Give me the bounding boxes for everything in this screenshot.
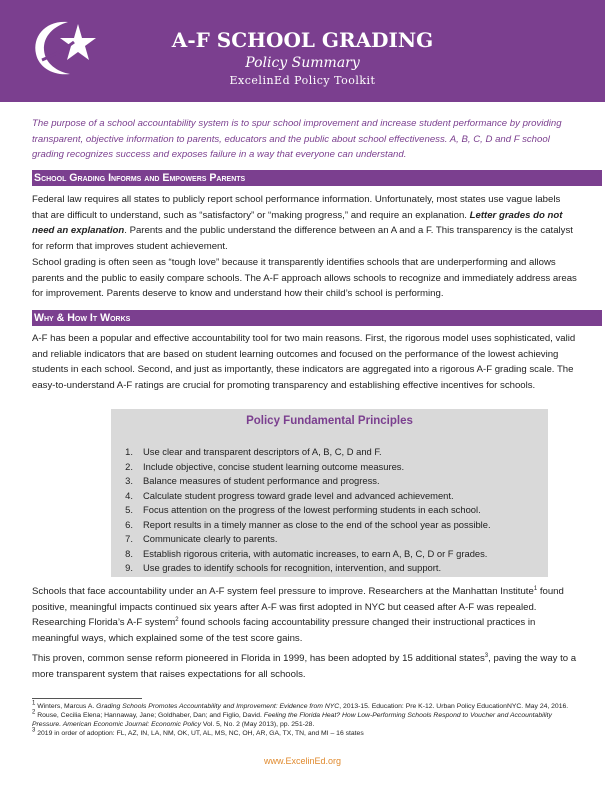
principle-text: Include objective, concise student learning outcome measures. <box>143 460 405 472</box>
footnote-3-text: 2019 in order of adoption: FL, AZ, IN, LA, NM, OK, UT, AL, MS, NC, OH, AR, GA, TX, TN, and MI – 16 states <box>35 730 364 738</box>
principle-text: Balance measures of student performance and progress. <box>143 475 380 486</box>
principle-text: Focus attention on the progress of the lowest performing students in each school. <box>143 504 481 515</box>
informs-paragraph-1 <box>32 192 577 254</box>
principle-number: 8. <box>125 547 133 559</box>
principle-text: Report results in a timely manner as close to the end of the school year as possible. <box>143 518 491 530</box>
page-subtitle: Policy Summary <box>245 55 360 71</box>
principle-text: Use clear and transparent descriptors of A, B, C, D and F. <box>143 446 382 457</box>
closing-p2-text-a: This proven, common sense reform pioneered in Florida in 1999, has been adopted by 15 additional states <box>32 653 485 664</box>
principle-number: 6. <box>125 518 133 530</box>
closing-p1-text-b: found positive, meaningful impacts continued six years after A-F was first adopted in NYC but ceased after A-F was repealed. Researching Florida’s A-F system <box>32 586 564 628</box>
informs-p1-text-b: . Parents and the public understand the difference between an A and a F. This transparency is the catalyst for reform that improves student achievement. <box>32 225 573 252</box>
principle-text: Calculate student progress toward grade level and advanced achievement. <box>143 489 454 501</box>
principle-number: 5. <box>125 504 133 515</box>
closing-p2-text-b: , paving the way to a more transparent system that raises expectations for all schools. <box>32 653 577 680</box>
principle-item <box>119 532 539 547</box>
footnote-ref-2: 2 <box>175 616 179 623</box>
footnote-1-number: 1 <box>32 700 36 707</box>
principles-list <box>119 445 539 576</box>
section-heading-why: Why & How It Works <box>32 310 602 326</box>
footnote-divider <box>32 698 142 699</box>
closing-p1-text-a: Schools that face accountability under an A-F system feel pressure to improve. Researchers at the Manhattan Institute <box>32 586 534 597</box>
principle-number: 9. <box>125 562 133 573</box>
principle-number: 4. <box>125 489 133 501</box>
principle-number: 3. <box>125 475 133 486</box>
principles-title: Policy Fundamental Principles <box>246 415 413 427</box>
principle-item <box>119 460 539 475</box>
informs-p1-emphasis: Letter grades do not need an explanation <box>32 209 563 236</box>
page-title: A-F SCHOOL GRADING <box>171 28 434 52</box>
footnote-1-text-a: Winters, Marcus A. <box>35 703 97 710</box>
footnote-2-text-b: Vol. 5, No. 2 (May 2013), pp. 251-28. <box>200 721 315 729</box>
informs-paragraph-2: School grading is often seen as “tough love” because it transparently identifies schools that are underperforming and allows parents and the public to easily compare schools. The A-F approach allows schools to recognize and immediately address areas for improvement. Parents deserve to know and understand how their child’s school is performing. <box>32 257 577 299</box>
principle-number: 7. <box>125 533 133 544</box>
footnote-2-text-a: Rouse, Cecilia Elena; Hannaway, Jane; Goldhaber, Dan; and Figlio, David. <box>35 712 264 720</box>
principle-item <box>119 474 539 489</box>
footnotes <box>32 702 577 738</box>
why-paragraph-1: A-F has been a popular and effective accountability tool for two main reasons. First, the rigorous model uses sophisticated, valid and reliable indicators that are based on student learning outcomes and focused on the performance of the lowest achieving students in each school. Second, and just as importantly, these indicators are aggregated into a rigorous A-F grading scale. The easy-to-understand A-F ratings are crucial for promoting transparency and establishing effective incentives for schools. <box>32 333 576 391</box>
footnote-1 <box>32 702 577 711</box>
header-banner <box>0 0 605 102</box>
footnote-2-number: 2 <box>32 709 36 716</box>
footnote-1-title: Grading Schools Promotes Accountability and Improvement: Evidence from NYC <box>96 703 340 710</box>
section-heading-informs: School Grading Informs and Empowers Parents <box>32 170 602 186</box>
principle-item <box>119 561 539 576</box>
principles-box <box>111 409 548 577</box>
footnote-ref-1: 1 <box>533 585 538 592</box>
closing-paragraph-1 <box>32 584 577 646</box>
principle-item <box>119 518 539 533</box>
footnote-2-title: Feeling the Florida Heat? How Low-Performing Schools Respond to Voucher and Accountability Pressure. American Economic Journal: Economic Policy <box>32 712 552 729</box>
footnote-3-number: 3 <box>32 728 36 735</box>
principle-item <box>119 489 539 504</box>
footnote-3 <box>32 729 577 738</box>
toolkit-label: ExcelinEd Policy Toolkit <box>229 74 376 87</box>
informs-p1-text-a: Federal law requires all states to publicly report school performance information. Unfortunately, most states use vague labels that are difficult to understand, such as “satisfactory” or “making progress,” and require an explanation. <box>32 194 561 221</box>
closing-p1-text-c: found schools facing accountability pressure changed their instructional practices in meaningful ways, which explained some of the test score gains. <box>32 617 536 644</box>
principle-item <box>119 445 539 460</box>
principle-number: 2. <box>125 460 133 472</box>
principle-item <box>119 547 539 562</box>
principle-text: Use grades to identify schools for recognition, intervention, and support. <box>143 562 442 573</box>
principle-text: Communicate clearly to parents. <box>143 533 278 544</box>
footnote-2 <box>32 711 577 729</box>
footnote-1-text-b: , 2013-15. Education: Pre K-12. Urban Policy EducationNYC. May 24, 2016. <box>339 703 569 710</box>
principle-text: Establish rigorous criteria, with automatic increases, to earn A, B, C, D or F grades. <box>143 547 488 559</box>
closing-paragraph-2 <box>32 651 577 682</box>
principle-item <box>119 503 539 518</box>
intro-paragraph: The purpose of a school accountability system is to spur school improvement and increase student performance by providing transparent, objective information to parents, educators and the public about school effectiveness. A, B, C, D and F school grading recognizes success and exposes failure in a way that everyone can understand. <box>32 118 562 160</box>
principle-number: 1. <box>125 446 133 457</box>
footnote-ref-3: 3 <box>484 652 489 659</box>
footer-website-link[interactable]: www.ExcelinEd.org <box>263 756 342 766</box>
